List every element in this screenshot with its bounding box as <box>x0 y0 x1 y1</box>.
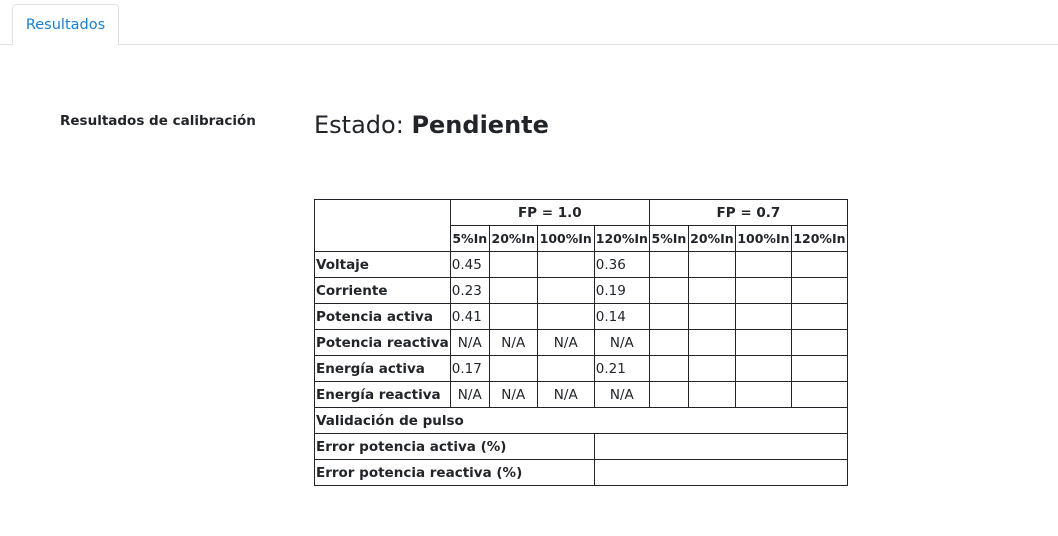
table-cell: 0.41 <box>450 304 489 330</box>
status-line <box>314 111 549 139</box>
pulse-validation-row <box>315 408 848 434</box>
group-header-fp-0-7: FP = 0.7 <box>649 200 847 226</box>
table-cell <box>537 304 594 330</box>
error-reactive-value <box>594 460 847 486</box>
section-label: Resultados de calibración <box>60 113 256 129</box>
table-cell: N/A <box>450 382 489 408</box>
calibration-results-table <box>314 199 848 486</box>
table-cell <box>735 278 791 304</box>
table-cell: N/A <box>594 330 649 356</box>
row-label: Energía reactiva <box>315 382 451 408</box>
tab-bar-divider <box>0 44 1058 45</box>
table-cell <box>791 382 847 408</box>
table-row <box>315 252 848 278</box>
table-cell: N/A <box>489 330 537 356</box>
table-cell <box>791 304 847 330</box>
table-cell <box>537 356 594 382</box>
table-cell <box>649 330 688 356</box>
table-cell <box>735 252 791 278</box>
table-cell: 0.14 <box>594 304 649 330</box>
table-cell <box>791 252 847 278</box>
subheader-120-in: 120%In <box>594 226 649 252</box>
table-cell <box>735 304 791 330</box>
table-cell <box>688 304 735 330</box>
row-label: Corriente <box>315 278 451 304</box>
table-cell: 0.19 <box>594 278 649 304</box>
row-label: Energía activa <box>315 356 451 382</box>
subheader-5-in: 5%In <box>450 226 489 252</box>
table-cell <box>649 304 688 330</box>
table-cell: 0.23 <box>450 278 489 304</box>
table-cell <box>688 356 735 382</box>
table-cell <box>688 382 735 408</box>
table-row <box>315 356 848 382</box>
error-active-row <box>315 434 848 460</box>
table-row <box>315 304 848 330</box>
empty-corner-cell <box>315 200 451 252</box>
table-cell: N/A <box>450 330 489 356</box>
subheader-20-in: 20%In <box>688 226 735 252</box>
table-row <box>315 382 848 408</box>
table-cell <box>791 330 847 356</box>
table-cell <box>735 330 791 356</box>
table-cell <box>489 252 537 278</box>
table-cell <box>537 278 594 304</box>
table-cell <box>649 382 688 408</box>
table-cell: N/A <box>537 330 594 356</box>
error-reactive-row <box>315 460 848 486</box>
table-cell: N/A <box>489 382 537 408</box>
subheader-20-in: 20%In <box>489 226 537 252</box>
table-cell <box>489 304 537 330</box>
subheader-5-in: 5%In <box>649 226 688 252</box>
tab-resultados[interactable]: Resultados <box>12 4 119 46</box>
table-cell <box>537 252 594 278</box>
row-label: Voltaje <box>315 252 451 278</box>
status-prefix: Estado: <box>314 111 404 139</box>
row-label: Potencia reactiva <box>315 330 451 356</box>
table-cell <box>791 278 847 304</box>
table-cell: 0.36 <box>594 252 649 278</box>
group-header-fp-1-0: FP = 1.0 <box>450 200 649 226</box>
table-cell: 0.21 <box>594 356 649 382</box>
subheader-100-in: 100%In <box>537 226 594 252</box>
table-cell <box>688 278 735 304</box>
table-cell <box>735 382 791 408</box>
group-header-row <box>315 200 848 226</box>
tab-bar <box>0 0 1058 45</box>
table-cell: N/A <box>537 382 594 408</box>
table-cell <box>489 278 537 304</box>
table-cell <box>688 252 735 278</box>
table-cell: 0.17 <box>450 356 489 382</box>
table-cell <box>688 330 735 356</box>
error-active-label: Error potencia activa (%) <box>315 434 595 460</box>
status-value: Pendiente <box>411 111 549 139</box>
table-cell <box>649 252 688 278</box>
table-cell: N/A <box>594 382 649 408</box>
pulse-validation-label: Validación de pulso <box>315 408 848 434</box>
error-active-value <box>594 434 847 460</box>
subheader-120-in: 120%In <box>791 226 847 252</box>
table-cell <box>649 356 688 382</box>
table-row <box>315 278 848 304</box>
table-cell <box>489 356 537 382</box>
row-label: Potencia activa <box>315 304 451 330</box>
table-row <box>315 330 848 356</box>
table-cell <box>735 356 791 382</box>
error-reactive-label: Error potencia reactiva (%) <box>315 460 595 486</box>
subheader-100-in: 100%In <box>735 226 791 252</box>
table-cell <box>791 356 847 382</box>
table-cell <box>649 278 688 304</box>
table-cell: 0.45 <box>450 252 489 278</box>
